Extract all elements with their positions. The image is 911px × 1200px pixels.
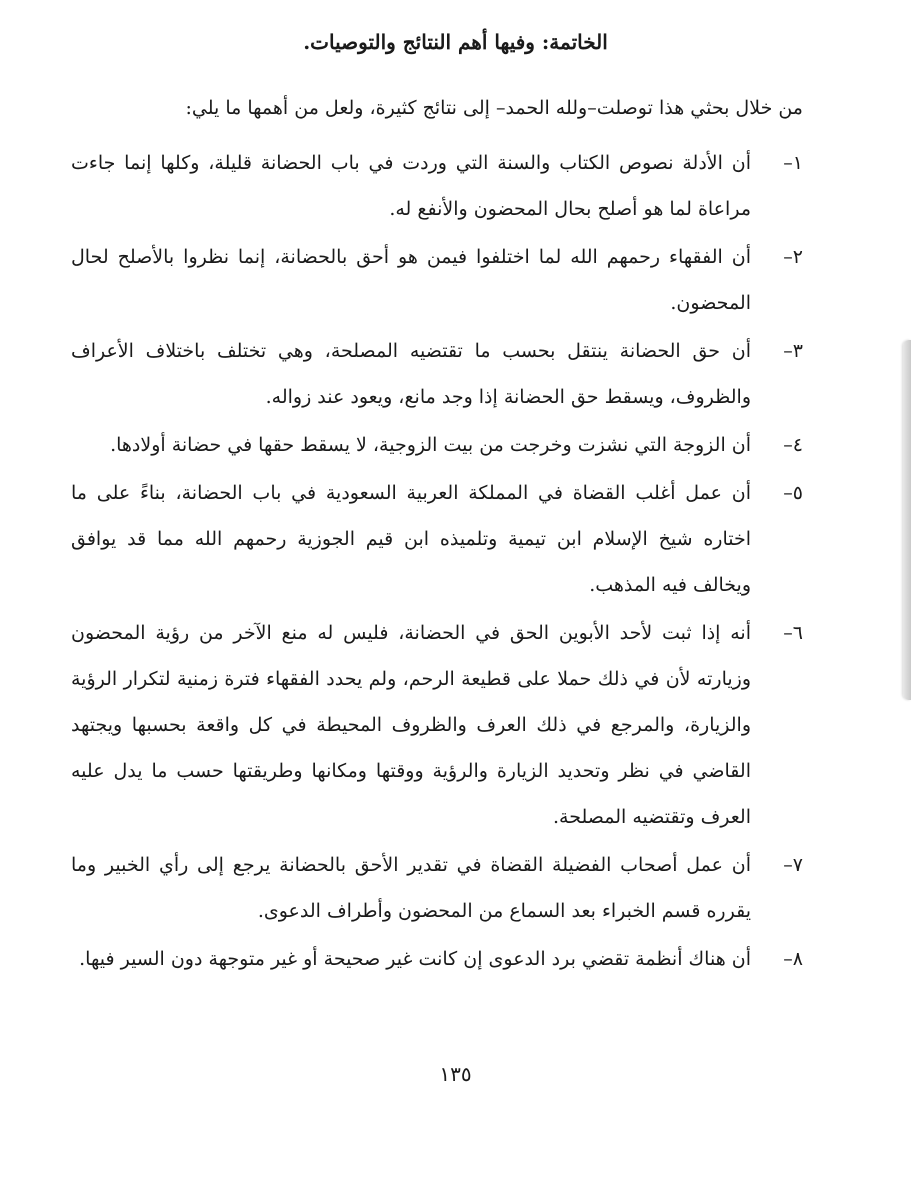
list-item [71,328,803,420]
intro-paragraph: من خلال بحثي هذا توصلت–ولله الحمد– إلى نتائج كثيرة، ولعل من أهمها ما يلي: [185,97,803,119]
item-number: ٤– [783,434,803,456]
results-list [71,140,803,984]
item-number: ٣– [783,340,803,362]
page-number: ١٣٥ [439,1062,472,1086]
list-item [71,470,803,608]
scroll-indicator[interactable] [903,340,911,700]
item-number: ٧– [783,854,803,876]
list-item [71,610,803,840]
item-text: أن هناك أنظمة تقضي برد الدعوى إن كانت غير صحيحة أو غير متوجهة دون السير فيها. [79,948,751,970]
item-text: أن حق الحضانة ينتقل بحسب ما تقتضيه المصلحة، وهي تختلف باختلاف الأعراف والظروف، ويسقط حق الحضانة إذا وجد مانع، ويعود عند زواله. [71,340,751,408]
list-item [71,234,803,326]
list-item [71,842,803,934]
item-text: أن الأدلة نصوص الكتاب والسنة التي وردت في باب الحضانة قليلة، وكلها إنما جاءت مراعاة لما هو أصلح بحال المحضون والأنفع له. [71,152,751,220]
list-item [71,140,803,232]
item-number: ٦– [783,622,803,644]
list-item [71,422,803,468]
item-text: أن الفقهاء رحمهم الله لما اختلفوا فيمن هو أحق بالحضانة، إنما نظروا بالأصلح لحال المحضون. [71,246,751,314]
item-number: ١– [783,152,803,174]
item-number: ٢– [783,246,803,268]
item-text: أن الزوجة التي نشزت وخرجت من بيت الزوجية، لا يسقط حقها في حضانة أولادها. [110,434,751,456]
item-text: أنه إذا ثبت لأحد الأبوين الحق في الحضانة، فليس له منع الآخر من رؤية المحضون وزيارته لأن في ذلك حملا على قطيعة الرحم، ولم يحدد الفقهاء فترة زمنية لتكرار الرؤية والزيارة، والمرجع في ذلك العرف والظروف المحيطة في كل واقعة بحسبها ويجتهد القاضي في نظر وتحديد الزيارة والرؤية ووقتها ومكانها وطريقتها حسب ما يدل عليه العرف وتقتضيه المصلحة. [71,622,751,828]
item-text: أن عمل أصحاب الفضيلة القضاة في تقدير الأحق بالحضانة يرجع إلى رأي الخبير وما يقرره قسم الخبراء بعد السماع من المحضون وأطراف الدعوى. [71,854,751,922]
item-number: ٥– [783,482,803,504]
item-number: ٨– [783,948,803,970]
page-title: الخاتمة: وفيها أهم النتائج والتوصيات. [303,30,608,54]
list-item [71,936,803,982]
item-text: أن عمل أغلب القضاة في المملكة العربية السعودية في باب الحضانة، بناءً على ما اختاره شيخ الإسلام ابن تيمية وتلميذه ابن قيم الجوزية رحمهم الله مما قد يوافق ويخالف فيه المذهب. [71,482,751,596]
